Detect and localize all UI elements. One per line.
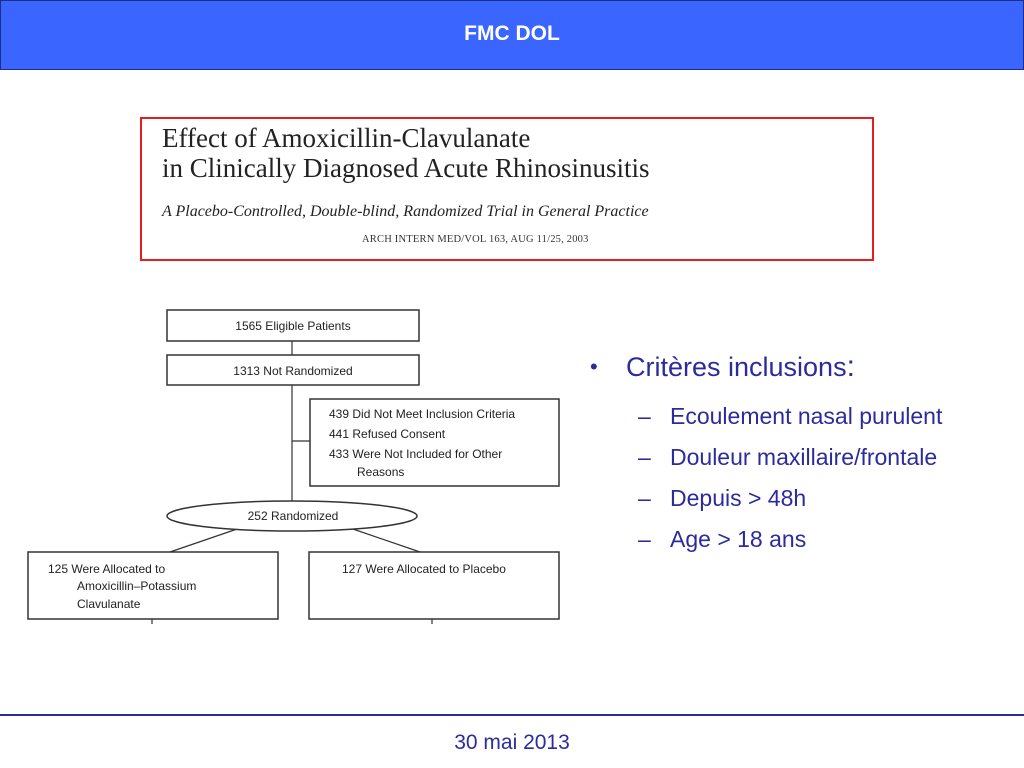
exclusion-line-4: Reasons — [357, 465, 405, 479]
criterion-item: – Douleur maxillaire/frontale — [638, 444, 938, 470]
header-title: FMC DOL — [464, 22, 560, 45]
criterion-label: Douleur maxillaire/frontale — [670, 444, 938, 470]
connector-to-placebo-arm — [350, 528, 420, 552]
paper-subtitle: A Placebo-Controlled, Double-blind, Randomized Trial in General Practice — [162, 203, 649, 220]
paper-citation: ARCH INTERN MED/VOL 163, AUG 11/25, 2003 — [362, 234, 589, 245]
amox-arm-line-2: Amoxicillin–Potassium — [77, 579, 197, 593]
bullet-main-label: Critères inclusions — [626, 352, 847, 382]
amox-arm-line-3: Clavulanate — [77, 597, 141, 611]
criterion-item: – Depuis > 48h — [638, 485, 807, 511]
eligible-label: 1565 Eligible Patients — [235, 319, 351, 333]
paper-title-line-1: Effect of Amoxicillin-Clavulanate — [162, 123, 531, 153]
connector-to-amox-arm — [170, 528, 240, 552]
exclusion-line-2: 441 Refused Consent — [329, 427, 446, 441]
criterion-label: Age > 18 ans — [670, 526, 807, 552]
exclusion-line-3: 433 Were Not Included for Other — [329, 447, 503, 461]
bullet-main-item — [590, 348, 942, 386]
amox-arm-line-1: 125 Were Allocated to — [48, 562, 166, 576]
footer-date: 30 mai 2013 — [454, 731, 570, 754]
inclusion-criteria-list — [590, 348, 942, 560]
exclusion-line-1: 439 Did Not Meet Inclusion Criteria — [329, 407, 516, 421]
placebo-arm-label: 127 Were Allocated to Placebo — [342, 562, 506, 576]
criterion-label: Ecoulement nasal purulent — [670, 403, 943, 429]
bullet-dot: • — [590, 354, 598, 379]
criterion-label: Depuis > 48h — [670, 485, 807, 511]
footer-divider — [0, 714, 1024, 716]
criterion-item: – Ecoulement nasal purulent — [638, 403, 943, 429]
not-randomized-label: 1313 Not Randomized — [233, 364, 353, 378]
paper-title-line-2: in Clinically Diagnosed Acute Rhinosinusitis — [162, 153, 650, 183]
criterion-item: – Age > 18 ans — [638, 526, 807, 552]
bullet-main-colon: : — [846, 350, 855, 383]
randomized-label: 252 Randomized — [247, 509, 339, 523]
